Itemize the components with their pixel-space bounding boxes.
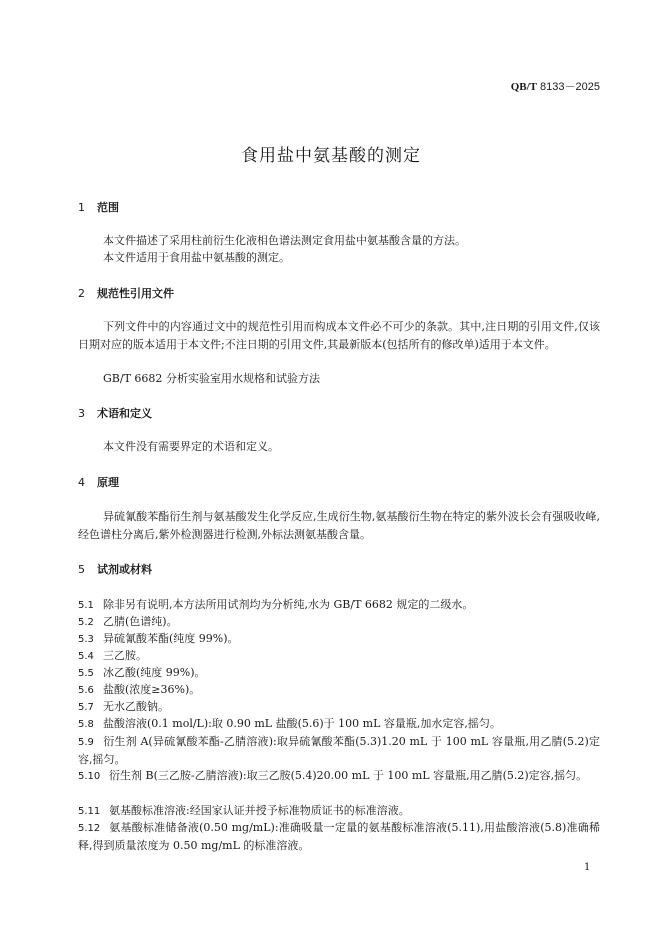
document-title: 食用盐中氨基酸的测定 bbox=[241, 146, 421, 166]
reagent-item: 5.11 氨基酸标准溶液:经国家认证并授予标准物质证书的标准溶液。 bbox=[78, 804, 410, 817]
reagent-item: 5.6 盐酸(浓度≥36%)。 bbox=[78, 683, 201, 696]
reagent-item: 5.3 异硫氰酸苯酯(纯度 99%)。 bbox=[78, 632, 239, 645]
reagent-item: 5.5 冰乙酸(纯度 99%)。 bbox=[78, 666, 206, 679]
section-heading-scope: 1 范围 bbox=[78, 201, 119, 214]
reagent-item: 5.9 衍生剂 A(异硫氰酸苯酯-乙腈溶液):取异硫氰酸苯酯(5.3)1.20 mL 于 100 mL 容量瓶,用乙腈(5.2)定容,摇匀。 bbox=[78, 735, 600, 766]
reagent-item: 5.4 三乙胺。 bbox=[78, 649, 147, 662]
reagent-item: 5.10 衍生剂 B(三乙胺-乙腈溶液):取三乙胺(5.4)20.00 mL 于 100 mL 容量瓶,用乙腈(5.2)定容,摇匀。 bbox=[78, 769, 588, 782]
standard-code: QB/T 8133－2025 bbox=[510, 81, 600, 93]
section-heading-principle: 4 原理 bbox=[78, 476, 119, 489]
terms-paragraph: 本文件没有需要界定的术语和定义。 bbox=[103, 440, 279, 453]
section-heading-terms: 3 术语和定义 bbox=[78, 407, 152, 420]
reference-entry: GB/T 6682 分析实验室用水规格和试验方法 bbox=[103, 372, 320, 385]
section-heading-reagents: 5 试剂或材料 bbox=[78, 563, 152, 576]
principle-paragraph: 异硫氰酸苯酯衍生剂与氨基酸发生化学反应,生成衍生物,氨基酸衍生物在特定的紫外波长会有强吸收峰,经色谱柱分离后,紫外检测器进行检测,外标法测氨基酸含量。 bbox=[78, 510, 600, 541]
reagent-item: 5.8 盐酸溶液(0.1 mol/L):取 0.90 mL 盐酸(5.6)于 100 mL 容量瓶,加水定容,摇匀。 bbox=[78, 717, 501, 730]
reagent-item: 5.7 无水乙酸钠。 bbox=[78, 700, 169, 713]
page-number: 1 bbox=[584, 862, 591, 873]
scope-paragraph-2: 本文件适用于食用盐中氨基酸的测定。 bbox=[103, 251, 290, 264]
normative-references-paragraph: 下列文件中的内容通过文中的规范性引用而构成本文件必不可少的条款。其中,注日期的引用文件,仅该日期对应的版本适用于本文件;不注日期的引用文件,其最新版本(包括所有的修改单)适用于本文件。 bbox=[78, 320, 600, 351]
section-heading-normative-references: 2 规范性引用文件 bbox=[78, 287, 174, 300]
reagent-item: 5.1 除非另有说明,本方法所用试剂均为分析纯,水为 GB/T 6682 规定的二级水。 bbox=[78, 598, 474, 611]
scope-paragraph-1: 本文件描述了采用柱前衍生化液相色谱法测定食用盐中氨基酸含量的方法。 bbox=[103, 234, 466, 247]
reagent-item: 5.2 乙腈(色谱纯)。 bbox=[78, 615, 178, 628]
reagent-item: 5.12 氨基酸标准储备液(0.50 mg/mL):准确吸量一定量的氨基酸标准溶液(5.11),用盐酸溶液(5.8)准确稀释,得到质量浓度为 0.50 mg/mL 的标准溶液。 bbox=[78, 821, 600, 852]
